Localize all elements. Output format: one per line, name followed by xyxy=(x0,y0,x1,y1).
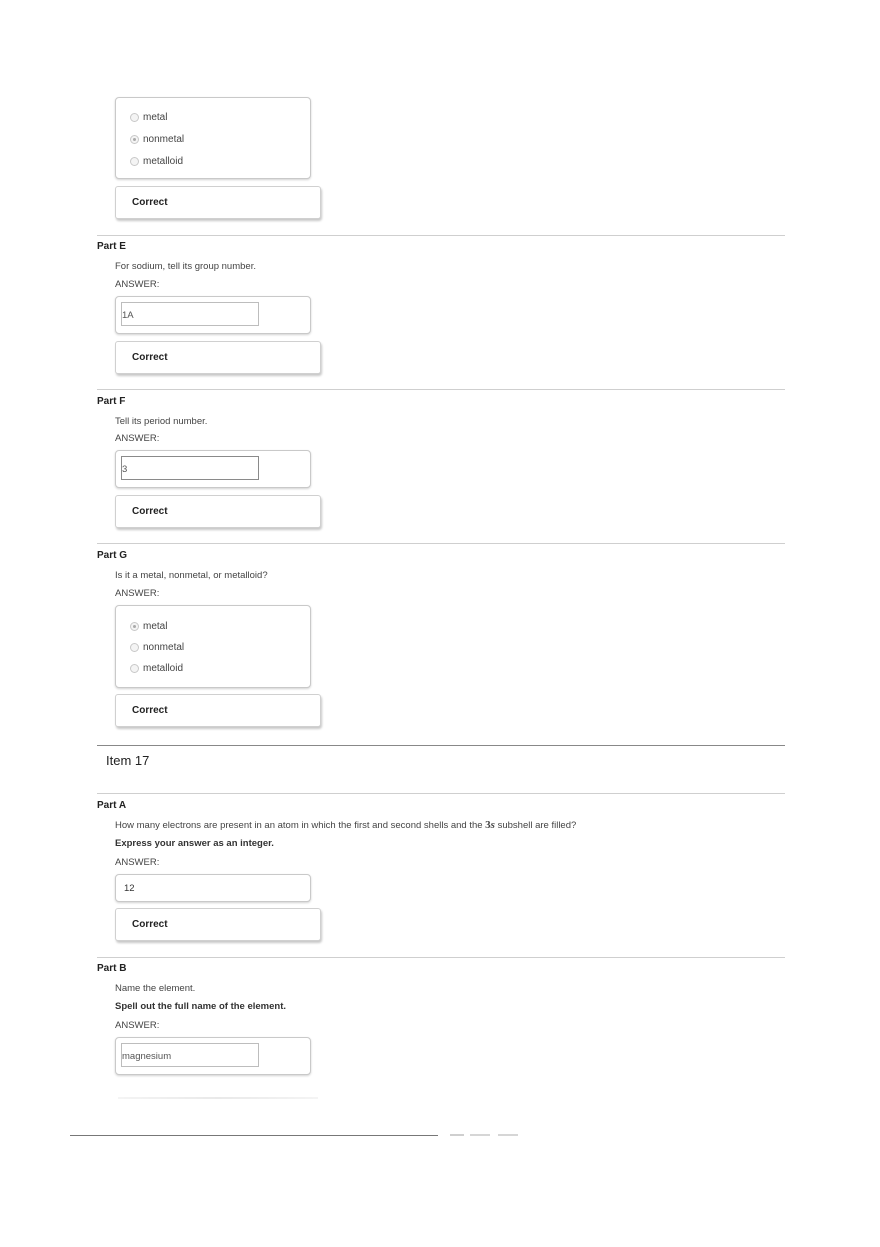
feedback-text: Correct xyxy=(132,506,168,517)
answer-label: ANSWER: xyxy=(115,588,160,599)
divider xyxy=(97,793,785,794)
choice-label: metalloid xyxy=(143,663,184,674)
feedback-box xyxy=(115,186,321,219)
divider xyxy=(97,389,785,390)
subshell-letter: s xyxy=(490,819,495,831)
part-f-answer-input[interactable] xyxy=(121,456,259,480)
prompt-text-before: How many electrons are present in an atom in which the first and second shells and the xyxy=(115,820,483,831)
feedback-text: Correct xyxy=(132,705,168,716)
top-choice-box xyxy=(115,97,311,179)
radio-button[interactable] xyxy=(130,157,139,166)
item-part-a-instruction: Express your answer as an integer. xyxy=(115,838,274,849)
item-part-a-prompt xyxy=(115,819,576,831)
answer-label: ANSWER: xyxy=(115,279,160,290)
part-g-choice-box xyxy=(115,605,311,688)
part-f-answer-box xyxy=(115,450,311,488)
choice-label: metal xyxy=(143,112,168,123)
choice-label: metalloid xyxy=(143,156,184,167)
part-f-prompt: Tell its period number. xyxy=(115,416,208,427)
divider xyxy=(97,957,785,958)
answer-label: ANSWER: xyxy=(115,1020,160,1031)
item-part-a-title: Part A xyxy=(97,800,127,811)
answer-value: 12 xyxy=(124,883,135,894)
item-title: Item 17 xyxy=(106,753,150,768)
feedback-text: Correct xyxy=(132,352,168,363)
item-part-b-answer-input[interactable] xyxy=(121,1043,259,1067)
item-part-b-title: Part B xyxy=(97,963,127,974)
item-part-b-prompt: Name the element. xyxy=(115,983,196,994)
answer-label: ANSWER: xyxy=(115,857,160,868)
choice-label: nonmetal xyxy=(143,134,185,145)
item-part-a-answer-input[interactable] xyxy=(115,874,311,902)
answer-value: 1A xyxy=(122,310,134,321)
prompt-text-after: subshell are filled? xyxy=(497,820,577,831)
radio-button-selected[interactable] xyxy=(130,622,139,631)
divider xyxy=(97,235,785,236)
page-footer-line xyxy=(70,1135,438,1136)
part-e-prompt: For sodium, tell its group number. xyxy=(115,261,256,272)
answer-value: magnesium xyxy=(122,1051,172,1062)
answer-value: 3 xyxy=(122,464,128,475)
item-part-b-answer-box xyxy=(115,1037,311,1075)
part-g-title: Part G xyxy=(97,550,128,561)
divider xyxy=(97,543,785,544)
feedback-box xyxy=(115,495,321,528)
cutoff-feedback-edge xyxy=(118,1097,318,1099)
feedback-text: Correct xyxy=(132,919,168,930)
part-f-title: Part F xyxy=(97,396,126,407)
part-g-prompt: Is it a metal, nonmetal, or metalloid? xyxy=(115,570,268,581)
subshell-number: 3 xyxy=(485,819,491,831)
part-e-answer-box xyxy=(115,296,311,334)
item-divider xyxy=(97,745,785,746)
part-e-title: Part E xyxy=(97,241,126,252)
feedback-box xyxy=(115,908,321,941)
radio-button[interactable] xyxy=(130,643,139,652)
part-e-answer-input[interactable] xyxy=(121,302,259,326)
radio-button-selected[interactable] xyxy=(130,135,139,144)
feedback-box xyxy=(115,341,321,374)
item-part-b-instruction: Spell out the full name of the element. xyxy=(115,1001,287,1012)
subshell-notation xyxy=(485,819,495,831)
radio-button[interactable] xyxy=(130,113,139,122)
choice-label: metal xyxy=(143,621,168,632)
choice-label: nonmetal xyxy=(143,642,185,653)
feedback-text: Correct xyxy=(132,197,168,208)
feedback-box xyxy=(115,694,321,727)
answer-label: ANSWER: xyxy=(115,433,160,444)
page-footer-marks xyxy=(450,1134,520,1137)
radio-button[interactable] xyxy=(130,664,139,673)
